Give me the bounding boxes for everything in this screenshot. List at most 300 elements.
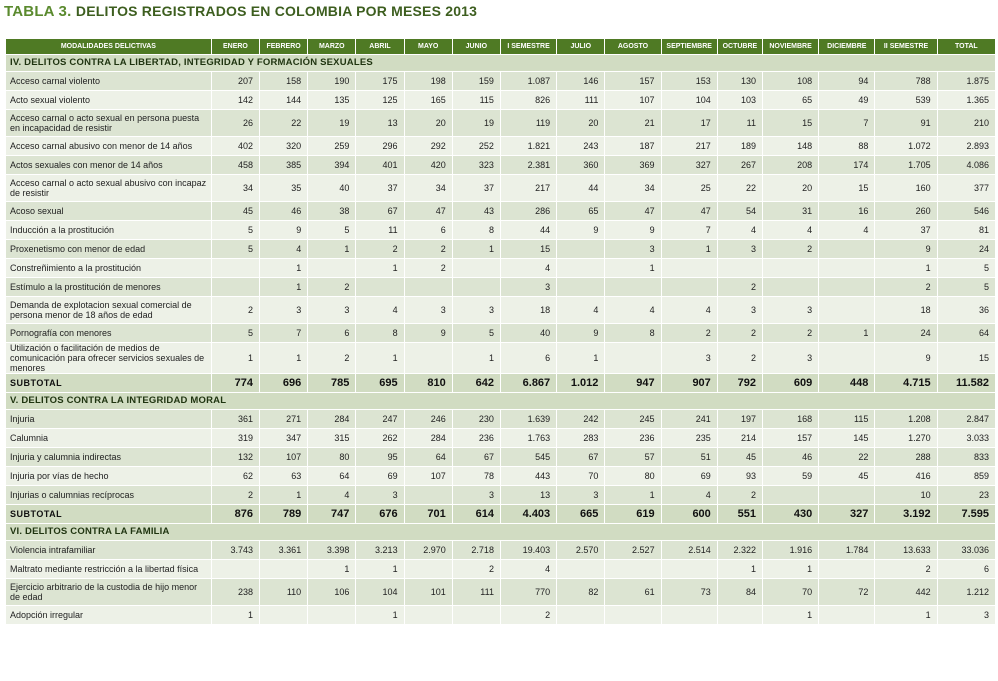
- subtotal-value: 4.403: [500, 505, 556, 524]
- cell-value: 207: [211, 72, 259, 91]
- cell-value: 157: [605, 72, 661, 91]
- cell-value: 458: [211, 156, 259, 175]
- cell-value: 47: [605, 202, 661, 221]
- column-header: FEBRERO: [260, 39, 308, 55]
- row-label: Adopción irregular: [6, 606, 212, 625]
- cell-value: 2.514: [661, 541, 717, 560]
- cell-value: 78: [452, 467, 500, 486]
- cell-value: 217: [500, 175, 556, 202]
- cell-value: 1: [260, 259, 308, 278]
- cell-value: 7: [661, 221, 717, 240]
- cell-value: 2: [404, 240, 452, 259]
- cell-value: 319: [211, 429, 259, 448]
- cell-value: 2: [717, 486, 762, 505]
- cell-value: 416: [875, 467, 937, 486]
- cell-value: [717, 606, 762, 625]
- cell-value: 4: [819, 221, 875, 240]
- row-label: Acceso carnal abusivo con menor de 14 años: [6, 137, 212, 156]
- cell-value: 73: [661, 579, 717, 606]
- cell-value: [762, 259, 818, 278]
- subtotal-value: 448: [819, 374, 875, 393]
- cell-value: 142: [211, 91, 259, 110]
- column-header: MODALIDADES DELICTIVAS: [6, 39, 212, 55]
- table-row: [6, 429, 996, 448]
- cell-value: 135: [308, 91, 356, 110]
- cell-value: 347: [260, 429, 308, 448]
- cell-value: 210: [937, 110, 995, 137]
- row-label: Ejercicio arbitrario de la custodia de hijo menor de edad: [6, 579, 212, 606]
- cell-value: 2: [500, 606, 556, 625]
- cell-value: 3.033: [937, 429, 995, 448]
- cell-value: 1: [260, 343, 308, 374]
- cell-value: 230: [452, 410, 500, 429]
- cell-value: 104: [356, 579, 404, 606]
- cell-value: 1: [717, 560, 762, 579]
- cell-value: 286: [500, 202, 556, 221]
- cell-value: 94: [819, 72, 875, 91]
- cell-value: 9: [875, 240, 937, 259]
- row-label: Inducción a la prostitución: [6, 221, 212, 240]
- cell-value: 93: [717, 467, 762, 486]
- cell-value: 34: [404, 175, 452, 202]
- cell-value: 47: [661, 202, 717, 221]
- cell-value: 1: [762, 606, 818, 625]
- cell-value: 2.381: [500, 156, 556, 175]
- cell-value: [260, 560, 308, 579]
- cell-value: 1: [211, 606, 259, 625]
- cell-value: 159: [452, 72, 500, 91]
- subtotal-value: 785: [308, 374, 356, 393]
- cell-value: 2.718: [452, 541, 500, 560]
- cell-value: 198: [404, 72, 452, 91]
- cell-value: 158: [260, 72, 308, 91]
- cell-value: 2.970: [404, 541, 452, 560]
- cell-value: 44: [500, 221, 556, 240]
- cell-value: 8: [452, 221, 500, 240]
- row-label: Constreñimiento a la prostitución: [6, 259, 212, 278]
- cell-value: 46: [762, 448, 818, 467]
- cell-value: 3: [762, 297, 818, 324]
- cell-value: 1: [661, 240, 717, 259]
- cell-value: 110: [260, 579, 308, 606]
- cell-value: 1: [211, 343, 259, 374]
- cell-value: 2: [717, 343, 762, 374]
- cell-value: 125: [356, 91, 404, 110]
- subtotal-value: 676: [356, 505, 404, 524]
- cell-value: 2: [762, 324, 818, 343]
- cell-value: 1.784: [819, 541, 875, 560]
- cell-value: 3: [500, 278, 556, 297]
- cell-value: 37: [452, 175, 500, 202]
- cell-value: 31: [762, 202, 818, 221]
- column-header: II SEMESTRE: [875, 39, 937, 55]
- cell-value: [661, 560, 717, 579]
- cell-value: 2: [211, 486, 259, 505]
- cell-value: [211, 259, 259, 278]
- section-title: VI. DELITOS CONTRA LA FAMILIA: [6, 524, 996, 541]
- cell-value: 3: [557, 486, 605, 505]
- cell-value: [819, 560, 875, 579]
- cell-value: 54: [717, 202, 762, 221]
- cell-value: 15: [819, 175, 875, 202]
- cell-value: 189: [717, 137, 762, 156]
- cell-value: 4: [661, 297, 717, 324]
- cell-value: 859: [937, 467, 995, 486]
- table-row: [6, 221, 996, 240]
- cell-value: 8: [605, 324, 661, 343]
- cell-value: 1: [308, 240, 356, 259]
- cell-value: 111: [557, 91, 605, 110]
- cell-value: 107: [605, 91, 661, 110]
- cell-value: 3: [937, 606, 995, 625]
- table-row: [6, 259, 996, 278]
- cell-value: 33.036: [937, 541, 995, 560]
- cell-value: 103: [717, 91, 762, 110]
- cell-value: 72: [819, 579, 875, 606]
- cell-value: 15: [937, 343, 995, 374]
- subtotal-value: 747: [308, 505, 356, 524]
- row-label: Demanda de explotacion sexual comercial de persona menor de 18 años de edad: [6, 297, 212, 324]
- cell-value: 4: [717, 221, 762, 240]
- cell-value: 2.322: [717, 541, 762, 560]
- cell-value: 153: [661, 72, 717, 91]
- cell-value: 788: [875, 72, 937, 91]
- table-row: [6, 486, 996, 505]
- cell-value: 19.403: [500, 541, 556, 560]
- cell-value: 1.639: [500, 410, 556, 429]
- cell-value: 9: [557, 221, 605, 240]
- cell-value: 770: [500, 579, 556, 606]
- cell-value: 5: [211, 221, 259, 240]
- cell-value: 82: [557, 579, 605, 606]
- cell-value: 40: [500, 324, 556, 343]
- cell-value: 4.086: [937, 156, 995, 175]
- cell-value: 80: [308, 448, 356, 467]
- cell-value: 13.633: [875, 541, 937, 560]
- cell-value: 327: [661, 156, 717, 175]
- cell-value: 402: [211, 137, 259, 156]
- row-label: Acceso carnal o acto sexual en persona puesta en incapacidad de resistir: [6, 110, 212, 137]
- cell-value: 3: [717, 240, 762, 259]
- cell-value: 3.213: [356, 541, 404, 560]
- cell-value: 442: [875, 579, 937, 606]
- column-header: MAYO: [404, 39, 452, 55]
- cell-value: 1.072: [875, 137, 937, 156]
- cell-value: 241: [661, 410, 717, 429]
- cell-value: 62: [211, 467, 259, 486]
- subtotal-value: 947: [605, 374, 661, 393]
- cell-value: [404, 278, 452, 297]
- cell-value: 4: [762, 221, 818, 240]
- cell-value: 546: [937, 202, 995, 221]
- column-header: NOVIEMBRE: [762, 39, 818, 55]
- cell-value: 69: [661, 467, 717, 486]
- cell-value: 67: [356, 202, 404, 221]
- subtotal-value: 551: [717, 505, 762, 524]
- cell-value: 104: [661, 91, 717, 110]
- cell-value: 22: [717, 175, 762, 202]
- table-row: [6, 579, 996, 606]
- subtotal-value: 614: [452, 505, 500, 524]
- cell-value: 64: [937, 324, 995, 343]
- cell-value: 1: [356, 343, 404, 374]
- cell-value: 190: [308, 72, 356, 91]
- cell-value: 2.893: [937, 137, 995, 156]
- cell-value: 1.087: [500, 72, 556, 91]
- cell-value: 208: [762, 156, 818, 175]
- cell-value: 2: [717, 278, 762, 297]
- section-header-row: [6, 55, 996, 72]
- cell-value: 4: [557, 297, 605, 324]
- cell-value: 243: [557, 137, 605, 156]
- cell-value: 1.821: [500, 137, 556, 156]
- subtotal-value: 600: [661, 505, 717, 524]
- cell-value: 43: [452, 202, 500, 221]
- cell-value: 284: [404, 429, 452, 448]
- cell-value: 545: [500, 448, 556, 467]
- cell-value: 236: [605, 429, 661, 448]
- cell-value: 15: [762, 110, 818, 137]
- cell-value: 245: [605, 410, 661, 429]
- cell-value: 1: [875, 259, 937, 278]
- cell-value: 197: [717, 410, 762, 429]
- column-header: JUNIO: [452, 39, 500, 55]
- cell-value: 1.875: [937, 72, 995, 91]
- table-row: [6, 324, 996, 343]
- cell-value: 47: [404, 202, 452, 221]
- cell-value: 45: [211, 202, 259, 221]
- cell-value: 22: [260, 110, 308, 137]
- cell-value: 8: [356, 324, 404, 343]
- cell-value: [605, 343, 661, 374]
- cell-value: [605, 606, 661, 625]
- cell-value: [557, 560, 605, 579]
- cell-value: 826: [500, 91, 556, 110]
- cell-value: 165: [404, 91, 452, 110]
- cell-value: 25: [661, 175, 717, 202]
- cell-value: 3: [605, 240, 661, 259]
- cell-value: 160: [875, 175, 937, 202]
- cell-value: 9: [605, 221, 661, 240]
- subtotal-value: 642: [452, 374, 500, 393]
- cell-value: 1: [605, 259, 661, 278]
- cell-value: 13: [500, 486, 556, 505]
- cell-value: 385: [260, 156, 308, 175]
- cell-value: 84: [717, 579, 762, 606]
- cell-value: [717, 259, 762, 278]
- table-row: [6, 541, 996, 560]
- cell-value: 443: [500, 467, 556, 486]
- cell-value: 132: [211, 448, 259, 467]
- cell-value: 320: [260, 137, 308, 156]
- cell-value: 17: [661, 110, 717, 137]
- cell-value: 88: [819, 137, 875, 156]
- cell-value: 15: [500, 240, 556, 259]
- cell-value: 292: [404, 137, 452, 156]
- cell-value: [308, 606, 356, 625]
- cell-value: 2: [308, 278, 356, 297]
- cell-value: 21: [605, 110, 661, 137]
- cell-value: 214: [717, 429, 762, 448]
- subtotal-value: 430: [762, 505, 818, 524]
- cell-value: 260: [875, 202, 937, 221]
- cell-value: 4: [661, 486, 717, 505]
- cell-value: 2: [875, 278, 937, 297]
- cell-value: 23: [937, 486, 995, 505]
- row-label: Injuria: [6, 410, 212, 429]
- column-header: JULIO: [557, 39, 605, 55]
- cell-value: 80: [605, 467, 661, 486]
- subtotal-value: 701: [404, 505, 452, 524]
- cell-value: [605, 560, 661, 579]
- subtotal-value: 907: [661, 374, 717, 393]
- cell-value: 108: [762, 72, 818, 91]
- cell-value: 2: [356, 240, 404, 259]
- row-label: Acceso carnal o acto sexual abusivo con incapaz de resistir: [6, 175, 212, 202]
- subtotal-value: 7.595: [937, 505, 995, 524]
- row-label: Calumnia: [6, 429, 212, 448]
- cell-value: 61: [605, 579, 661, 606]
- column-header: AGOSTO: [605, 39, 661, 55]
- cell-value: 267: [717, 156, 762, 175]
- cell-value: 69: [356, 467, 404, 486]
- cell-value: 9: [404, 324, 452, 343]
- cell-value: [404, 606, 452, 625]
- cell-value: 4: [308, 486, 356, 505]
- cell-value: 5: [308, 221, 356, 240]
- cell-value: 271: [260, 410, 308, 429]
- column-header: TOTAL: [937, 39, 995, 55]
- cell-value: 3: [717, 297, 762, 324]
- cell-value: 3.398: [308, 541, 356, 560]
- cell-value: 252: [452, 137, 500, 156]
- cell-value: 284: [308, 410, 356, 429]
- cell-value: 67: [452, 448, 500, 467]
- cell-value: 2: [762, 240, 818, 259]
- cell-value: 5: [211, 324, 259, 343]
- cell-value: 57: [605, 448, 661, 467]
- cell-value: 45: [717, 448, 762, 467]
- subtotal-row: [6, 505, 996, 524]
- cell-value: 7: [819, 110, 875, 137]
- cell-value: 401: [356, 156, 404, 175]
- cell-value: 236: [452, 429, 500, 448]
- table-row: [6, 606, 996, 625]
- subtotal-value: 6.867: [500, 374, 556, 393]
- cell-value: 51: [661, 448, 717, 467]
- column-header: SEPTIEMBRE: [661, 39, 717, 55]
- cell-value: 111: [452, 579, 500, 606]
- cell-value: 2: [717, 324, 762, 343]
- cell-value: 9: [557, 324, 605, 343]
- table-row: [6, 156, 996, 175]
- cell-value: 2: [404, 259, 452, 278]
- subtotal-value: 695: [356, 374, 404, 393]
- subtotal-row: [6, 374, 996, 393]
- cell-value: 20: [557, 110, 605, 137]
- cell-value: 2.847: [937, 410, 995, 429]
- subtotal-value: 810: [404, 374, 452, 393]
- table-row: [6, 297, 996, 324]
- cell-value: 19: [308, 110, 356, 137]
- cell-value: 242: [557, 410, 605, 429]
- cell-value: 377: [937, 175, 995, 202]
- subtotal-value: 876: [211, 505, 259, 524]
- cell-value: 146: [557, 72, 605, 91]
- section-header-row: [6, 393, 996, 410]
- cell-value: [605, 278, 661, 297]
- cell-value: 6: [937, 560, 995, 579]
- cell-value: 107: [260, 448, 308, 467]
- subtotal-value: 789: [260, 505, 308, 524]
- cell-value: 3: [452, 297, 500, 324]
- cell-value: 3: [260, 297, 308, 324]
- cell-value: 106: [308, 579, 356, 606]
- cell-value: 4: [356, 297, 404, 324]
- cell-value: [819, 486, 875, 505]
- row-label: Estímulo a la prostitución de menores: [6, 278, 212, 297]
- column-header: MARZO: [308, 39, 356, 55]
- cell-value: 24: [875, 324, 937, 343]
- cell-value: 95: [356, 448, 404, 467]
- cell-value: 101: [404, 579, 452, 606]
- cell-value: 2.570: [557, 541, 605, 560]
- cell-value: 1.763: [500, 429, 556, 448]
- cell-value: 2: [875, 560, 937, 579]
- cell-value: 420: [404, 156, 452, 175]
- cell-value: [404, 486, 452, 505]
- cell-value: 4: [605, 297, 661, 324]
- cell-value: 11: [717, 110, 762, 137]
- cell-value: 369: [605, 156, 661, 175]
- cell-value: 148: [762, 137, 818, 156]
- cell-value: 2: [308, 343, 356, 374]
- subtotal-value: 619: [605, 505, 661, 524]
- cell-value: 22: [819, 448, 875, 467]
- cell-value: [661, 278, 717, 297]
- cell-value: [356, 278, 404, 297]
- cell-value: 115: [452, 91, 500, 110]
- cell-value: 63: [260, 467, 308, 486]
- cell-value: 175: [356, 72, 404, 91]
- column-header: ABRIL: [356, 39, 404, 55]
- cell-value: 59: [762, 467, 818, 486]
- cell-value: 3: [356, 486, 404, 505]
- cell-value: 9: [260, 221, 308, 240]
- cell-value: 360: [557, 156, 605, 175]
- subtotal-value: 665: [557, 505, 605, 524]
- subtotal-value: 327: [819, 505, 875, 524]
- cell-value: 296: [356, 137, 404, 156]
- cell-value: 833: [937, 448, 995, 467]
- cell-value: 1: [452, 240, 500, 259]
- cell-value: 315: [308, 429, 356, 448]
- cell-value: 46: [260, 202, 308, 221]
- cell-value: [762, 278, 818, 297]
- subtotal-value: 774: [211, 374, 259, 393]
- cell-value: 1.916: [762, 541, 818, 560]
- cell-value: [661, 259, 717, 278]
- cell-value: 6: [500, 343, 556, 374]
- row-label: Acto sexual violento: [6, 91, 212, 110]
- cell-value: 262: [356, 429, 404, 448]
- table-title: [4, 3, 477, 23]
- cell-value: 3.743: [211, 541, 259, 560]
- cell-value: 217: [661, 137, 717, 156]
- cell-value: 1: [557, 343, 605, 374]
- cell-value: [452, 259, 500, 278]
- cell-value: 34: [211, 175, 259, 202]
